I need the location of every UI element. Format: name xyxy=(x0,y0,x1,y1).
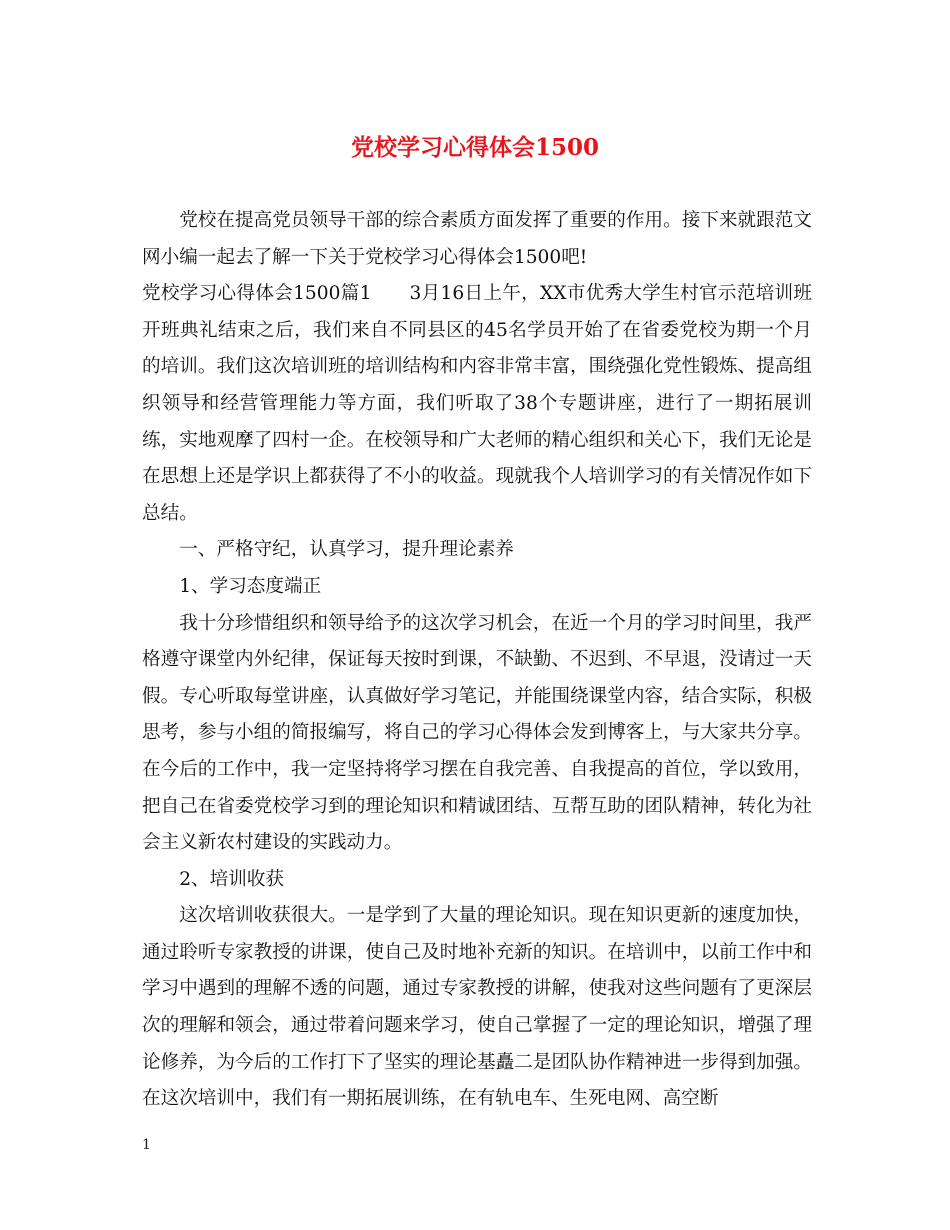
body-paragraph: 这次培训收获很大。一是学到了大量的理论知识。现在知识更新的速度加快，通过聆听专家教授的讲课，使自己及时地补充新的知识。在培训中，以前工作中和学习中遇到的理解不透的问题，通过专家教授的讲解，使我对这些问题有了更深层次的理解和领会，通过带着问题来学习，使自己掌握了一定的理论知识，增强了理论修养，为今后的工作打下了坚实的理论基矗二是团队协作精神进一步得到加强。在这次培训中，我们有一期拓展训练，在有轨电车、生死电网、高空断 xyxy=(142,905,812,1110)
page-number: 1 xyxy=(142,1137,151,1153)
subsection-heading: 1、学习态度端正 xyxy=(179,575,322,597)
section-heading: 一、严格守纪，认真学习，提升理论素养 xyxy=(179,539,514,561)
document-body xyxy=(142,203,812,1118)
document-title: 党校学习心得体会1500 xyxy=(350,134,599,161)
body-paragraph: 我十分珍惜组织和领导给予的这次学习机会，在近一个月的学习时间里，我严格遵守课堂内外纪律，保证每天按时到课，不缺勤、不迟到、不早退，没请过一天假。专心听取每堂讲座，认真做好学习笔记，并能围绕课堂内容，结合实际，积极思考，参与小组的简报编写，将自己的学习心得体会发到博客上，与大家共分享。在今后的工作中，我一定坚持将学习摆在自我完善、自我提高的首位，学以致用，把自己在省委党校学习到的理论知识和精诚团结、互帮互助的团队精神，转化为社会主义新农村建设的实践动力。 xyxy=(142,612,812,854)
subsection-heading: 2、培训收获 xyxy=(179,868,284,890)
intro-paragraph: 党校在提高党员领导干部的综合素质方面发挥了重要的作用。接下来就跟范文网小编一起去了解一下关于党校学习心得体会1500吧! xyxy=(142,210,812,268)
article-paragraph: 党校学习心得体会1500篇1 3月16日上午，XX市优秀大学生村官示范培训班开班典礼结束之后，我们来自不同县区的45名学员开始了在省委党校为期一个月的培训。我们这次培训班的培训结构和内容非常丰富，围绕强化党性锻炼、提高组织领导和经营管理能力等方面，我们听取了38个专题讲座，进行了一期拓展训练，实地观摩了四村一企。在校领导和广大老师的精心组织和关心下，我们无论是在思想上还是学识上都获得了不小的收益。现就我个人培训学习的有关情况作如下总结。 xyxy=(142,283,812,524)
